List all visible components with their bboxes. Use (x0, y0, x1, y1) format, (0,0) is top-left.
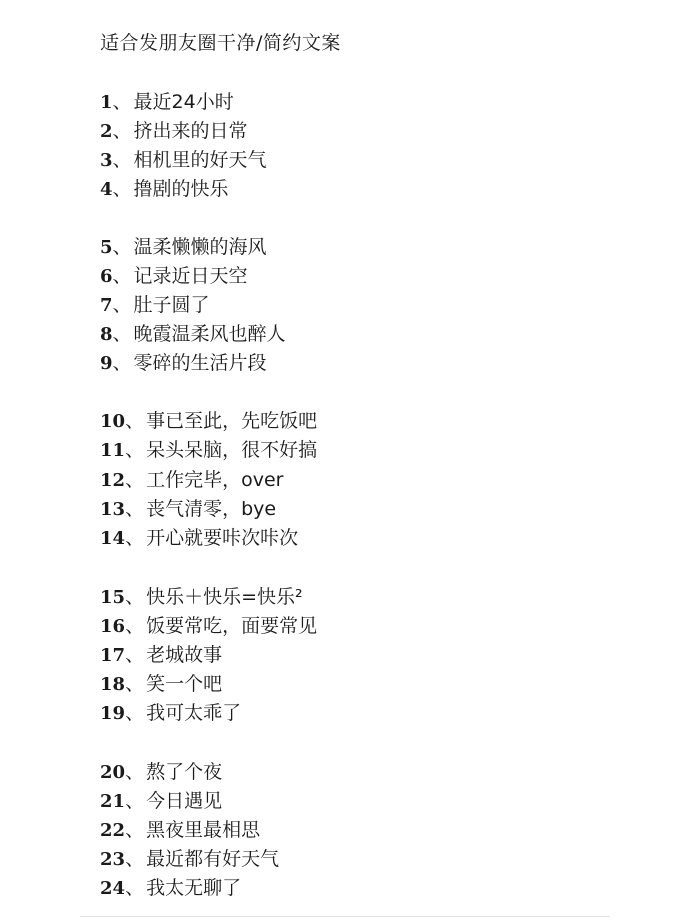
item-number: 21 (100, 791, 126, 812)
item-separator: 、 (125, 877, 145, 899)
list-item (100, 436, 317, 464)
item-text: 肚子圆了 (133, 294, 210, 316)
item-text: 丧气清零，bye (146, 498, 277, 520)
list-item (100, 349, 267, 377)
item-text: 撸剧的快乐 (133, 178, 229, 200)
list-item (100, 233, 267, 261)
item-number: 17 (100, 645, 126, 666)
list-item (100, 845, 279, 873)
item-number: 24 (100, 878, 126, 899)
item-number: 10 (100, 411, 126, 432)
list-item (100, 524, 298, 552)
item-separator: 、 (112, 352, 132, 374)
list-item (100, 583, 303, 611)
list-item (100, 407, 317, 435)
item-number: 19 (100, 703, 126, 724)
list-item (100, 758, 222, 786)
list-item (100, 146, 267, 174)
item-separator: 、 (125, 586, 145, 608)
item-separator: 、 (112, 265, 132, 287)
item-text: 挤出来的日常 (133, 120, 248, 142)
item-text: 温柔懒懒的海风 (133, 236, 267, 258)
item-number: 16 (100, 616, 126, 637)
item-separator: 、 (125, 469, 145, 491)
item-separator: 、 (125, 644, 145, 666)
item-separator: 、 (125, 527, 145, 549)
item-separator: 、 (125, 702, 145, 724)
item-number: 15 (100, 587, 126, 608)
item-separator: 、 (125, 761, 145, 783)
item-number: 8 (100, 324, 113, 345)
list-item (100, 175, 229, 203)
item-text: 晚霞温柔风也醉人 (133, 323, 286, 345)
item-separator: 、 (125, 848, 145, 870)
item-text: 我太无聊了 (146, 877, 242, 899)
item-number: 14 (100, 528, 126, 549)
item-text: 记录近日天空 (133, 265, 248, 287)
item-number: 1 (100, 92, 113, 113)
item-text: 开心就要咔次咔次 (146, 527, 299, 549)
item-separator: 、 (125, 498, 145, 520)
item-number: 22 (100, 820, 126, 841)
item-separator: 、 (112, 236, 132, 258)
list-item (100, 262, 248, 290)
item-separator: 、 (125, 439, 145, 461)
list-item (100, 641, 222, 669)
item-separator: 、 (112, 149, 132, 171)
item-number: 7 (100, 295, 113, 316)
item-text: 事已至此，先吃饭吧 (146, 410, 318, 432)
item-text: 饭要常吃，面要常见 (146, 615, 318, 637)
item-number: 23 (100, 849, 126, 870)
item-separator: 、 (112, 323, 132, 345)
bottom-divider (80, 916, 610, 917)
item-number: 11 (100, 440, 126, 461)
list-item (100, 670, 222, 698)
list-item (100, 495, 276, 523)
item-number: 3 (100, 150, 113, 171)
item-number: 18 (100, 674, 126, 695)
item-text: 老城故事 (146, 644, 223, 666)
item-text: 相机里的好天气 (133, 149, 267, 171)
list-item (100, 612, 317, 640)
list-item (100, 787, 222, 815)
item-text: 我可太乖了 (146, 702, 242, 724)
item-text: 最近都有好天气 (146, 848, 280, 870)
item-text: 今日遇见 (146, 790, 223, 812)
item-separator: 、 (125, 615, 145, 637)
item-separator: 、 (112, 120, 132, 142)
item-text: 黑夜里最相思 (146, 819, 261, 841)
item-text: 笑一个吧 (146, 673, 223, 695)
item-number: 5 (100, 237, 113, 258)
item-number: 2 (100, 121, 113, 142)
item-number: 4 (100, 179, 113, 200)
item-separator: 、 (112, 294, 132, 316)
list-item (100, 117, 248, 145)
item-separator: 、 (112, 91, 132, 113)
list-item (100, 291, 210, 319)
list-item (100, 466, 283, 494)
item-separator: 、 (125, 819, 145, 841)
item-number: 20 (100, 762, 126, 783)
item-text: 呆头呆脑，很不好搞 (146, 439, 318, 461)
list-item (100, 874, 241, 902)
item-separator: 、 (125, 410, 145, 432)
item-separator: 、 (125, 673, 145, 695)
item-text: 零碎的生活片段 (133, 352, 267, 374)
item-text: 工作完毕，over (146, 469, 284, 491)
item-number: 12 (100, 470, 126, 491)
list-item (100, 88, 234, 116)
item-text: 最近24小时 (133, 91, 234, 113)
page-title: 适合发朋友圈干净/简约文案 (100, 32, 341, 54)
list-item (100, 699, 241, 727)
item-number: 6 (100, 266, 113, 287)
item-text: 熬了个夜 (146, 761, 223, 783)
item-text: 快乐＋快乐=快乐² (146, 586, 303, 608)
item-separator: 、 (112, 178, 132, 200)
item-number: 9 (100, 353, 113, 374)
list-item (100, 816, 260, 844)
list-item (100, 320, 286, 348)
item-number: 13 (100, 499, 126, 520)
item-separator: 、 (125, 790, 145, 812)
